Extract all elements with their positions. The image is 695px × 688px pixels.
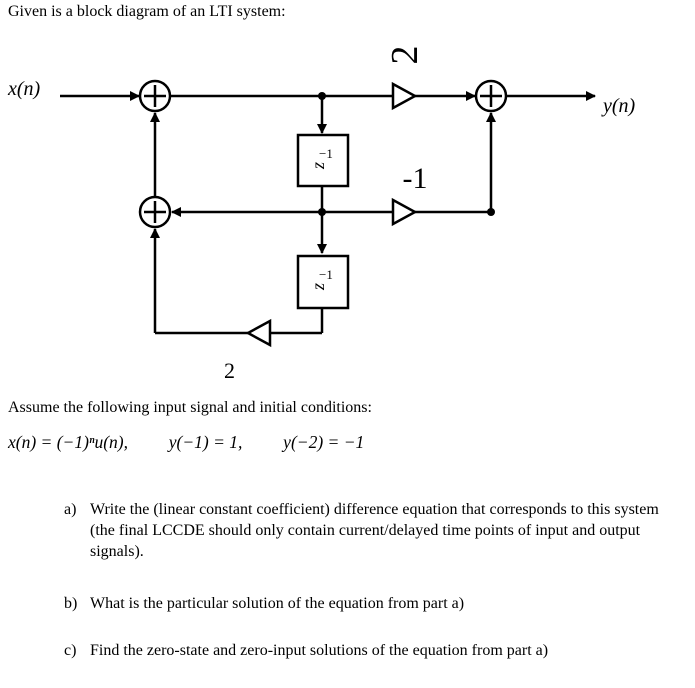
input-signal: x(n) = (−1)ⁿu(n), <box>8 432 128 452</box>
question-text: Write the (linear constant coefficient) difference equation that corresponds to this system (the final LCCDE should only contain current/delayed time points of input and output signals). <box>90 501 659 560</box>
delay-2-exp: −1 <box>319 267 333 282</box>
assume-text: Assume the following input signal and initial conditions: <box>8 399 372 416</box>
gain-top-label: 2 <box>384 45 426 65</box>
question-text: What is the particular solution of the equation from part a) <box>90 595 465 612</box>
delay-block-2 <box>298 256 348 308</box>
delay-1-exp: −1 <box>319 146 333 161</box>
gain-mid-label: -1 <box>402 162 428 195</box>
intro-text: Given is a block diagram of an LTI system: <box>8 3 286 20</box>
question-label: a) <box>64 501 77 518</box>
initial-condition-2: y(−2) = −1 <box>283 432 365 452</box>
input-label: x(n) <box>8 78 41 100</box>
gain-top-triangle <box>393 84 415 108</box>
question-text: Find the zero-state and zero-input solutions of the equation from part a) <box>90 642 549 659</box>
adder-top-left <box>140 81 170 111</box>
question-label: b) <box>64 595 78 612</box>
delay-1-z: z <box>308 161 328 169</box>
output-label: y(n) <box>603 95 636 117</box>
gain-bottom-triangle <box>248 321 270 345</box>
gain-bottom-label: 2 <box>224 358 235 383</box>
delay-2-z: z <box>308 282 328 290</box>
adder-output <box>476 81 506 111</box>
gain-mid-triangle <box>393 200 415 224</box>
question-label: c) <box>64 642 77 659</box>
adder-bottom-left <box>140 197 170 227</box>
conditions-line <box>8 432 364 453</box>
initial-condition-1: y(−1) = 1, <box>168 432 243 452</box>
